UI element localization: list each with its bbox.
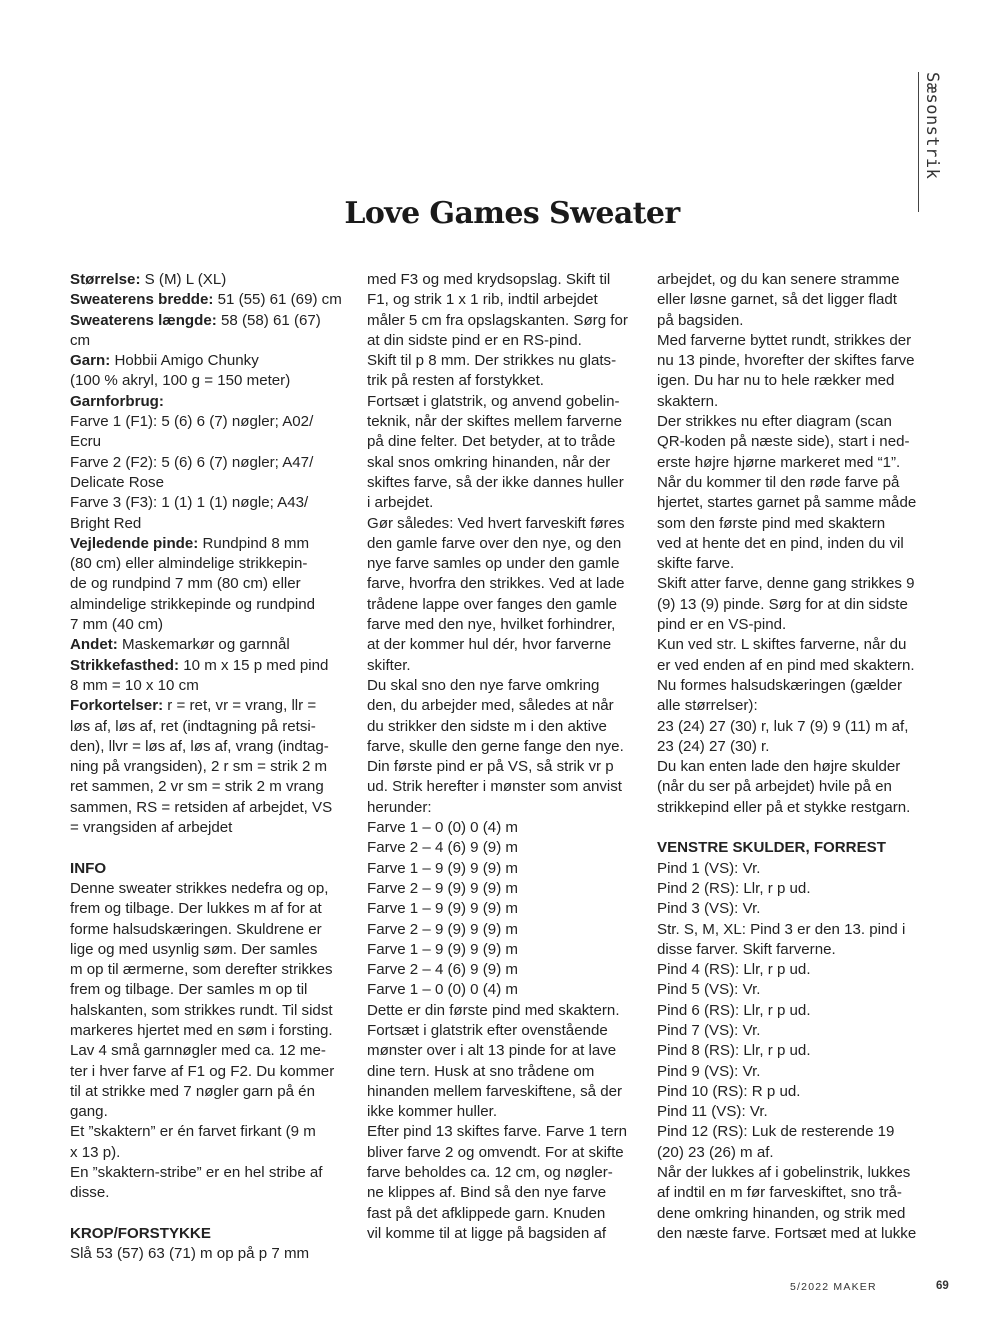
text-line: Pind 7 (VS): Vr. (657, 1021, 761, 1039)
text-line: den, du arbejder med, således at når (367, 697, 614, 715)
text-line: skifte farve. (657, 555, 735, 573)
text-line: er ved enden af en pind med skaktern. (657, 656, 915, 674)
needles-text: (80 cm) eller almindelige strikkepin- (70, 555, 308, 573)
text-line: Med farverne byttet rundt, strikkes der (657, 331, 912, 349)
usage-line (70, 392, 345, 412)
text-line: disse farver. Skift farverne. (657, 940, 836, 958)
text-line: bliver farve 2 og omvendt. For at skifte (367, 1143, 624, 1161)
left-shoulder-heading: VENSTRE SKULDER, FORREST (657, 839, 886, 857)
text-line: skal snos omkring hinanden, når der (367, 453, 611, 471)
text-line: hjertet, startes garnet på samme måde (657, 494, 917, 512)
text-line: Der strikkes nu efter diagram (scan (657, 413, 892, 431)
page-footer (790, 1281, 950, 1293)
text-line: (20) 23 (26) m af. (657, 1143, 774, 1161)
info-text: Denne sweater strikkes nedefra og op, (70, 879, 329, 897)
usage-item: Ecru (70, 433, 102, 451)
text-line: Du skal sno den nye farve omkring (367, 676, 600, 694)
text-line: den næste farve. Fortsæt med at lukke (657, 1224, 917, 1242)
krop-text: Slå 53 (57) 63 (71) m op på p 7 mm (70, 1245, 310, 1263)
krop-heading: KROP/FORSTYKKE (70, 1224, 211, 1242)
text-line: farve beholdes ca. 12 cm, og nøgler- (367, 1164, 613, 1182)
text-line: Farve 2 – 9 (9) 9 (9) m (367, 920, 518, 938)
text-line: Dette er din første pind med skaktern. (367, 1001, 620, 1019)
column-1 (70, 270, 345, 1265)
text-line: Pind 4 (RS): Llr, r p ud. (657, 961, 811, 979)
text-line: måler 5 cm fra opslagskanten. Sørg for (367, 311, 628, 329)
info-text: gang. (70, 1103, 108, 1121)
length-label: Sweaterens længde: (70, 311, 217, 329)
abbrev-label: Forkortelser: (70, 697, 164, 715)
info-text: frem og tilbage. Der lukkes m af for at (70, 900, 322, 918)
text-line: Du kan enten lade den højre skulder (657, 758, 901, 776)
text-line: strikkepind eller på et stykke restgarn. (657, 798, 911, 816)
size-value: S (M) L (XL) (140, 271, 227, 288)
column-3-text-b (657, 859, 927, 1245)
text-line: trik på resten af forstykket. (367, 372, 544, 390)
info-text: Et ”skaktern” er én farvet firkant (9 m (70, 1123, 316, 1141)
gauge-text: 8 mm = 10 x 10 cm (70, 676, 199, 694)
needles-text: de og rundpind 7 mm (80 cm) eller (70, 575, 301, 593)
abbrev-line (70, 696, 345, 716)
text-line: Skift atter farve, denne gang strikkes 9 (657, 575, 915, 593)
text-line: skaktern. (657, 392, 719, 410)
text-line: skifter. (367, 656, 411, 674)
abbrev-text: sammen, RS = retsiden af arbejdet, VS (70, 798, 333, 816)
info-text: disse. (70, 1184, 110, 1202)
text-line: ikke kommer huller. (367, 1103, 498, 1121)
text-line: ne klippes af. Bind så den nye farve (367, 1184, 607, 1202)
abbrev-text: ning på vrangsiden), 2 r sm = strik 2 m (70, 758, 328, 776)
needles-text: 7 mm (40 cm) (70, 616, 164, 634)
gauge-label: Strikkefasthed: (70, 656, 180, 674)
text-line: nu 13 pinde, hvorefter der skiftes farve (657, 352, 915, 370)
yarn-label: Garn: (70, 352, 111, 370)
text-line: pind er en VS-pind. (657, 616, 787, 634)
abbrev-value: r = ret, vr = vrang, llr = (163, 697, 317, 715)
width-line (70, 290, 345, 310)
text-line: i arbejdet. (367, 494, 434, 512)
text-line: Farve 1 – 9 (9) 9 (9) m (367, 859, 518, 877)
text-line: Pind 10 (RS): R p ud. (657, 1082, 801, 1100)
page-title: Love Games Sweater (344, 196, 680, 231)
section-tab (918, 72, 943, 212)
text-line: Str. S, M, XL: Pind 3 er den 13. pind i (657, 920, 906, 938)
text-line: erste højre hjørne markeret med “1”. (657, 453, 901, 471)
text-line: (når du ser på arbejdet) hvile på en (657, 778, 892, 796)
gauge-line (70, 656, 345, 676)
width-value: 51 (55) 61 (69) cm (213, 291, 342, 309)
text-line: QR-koden på næste side), start i ned- (657, 433, 910, 451)
usage-item: Farve 1 (F1): 5 (6) 6 (7) nøgler; A02/ (70, 413, 314, 431)
text-line: eller løsne garnet, så det ligger fladt (657, 291, 897, 309)
text-line: Efter pind 13 skiftes farve. Farve 1 tern (367, 1123, 628, 1141)
text-line: Gør således: Ved hvert farveskift føres (367, 514, 625, 532)
column-3-text-a (657, 270, 927, 818)
text-line: farve, hvorfra den strikkes. Ved at lade (367, 575, 625, 593)
abbrev-text: ret sammen, 2 vr sm = strik 2 m vrang (70, 778, 324, 796)
page-number: 69 (936, 1280, 949, 1292)
text-line: at din sidste pind er en RS-pind. (367, 331, 582, 349)
text-line: Kun ved str. L skiftes farverne, når du (657, 636, 907, 654)
text-line: Skift til p 8 mm. Der strikkes nu glats- (367, 352, 617, 370)
text-line: Din første pind er på VS, så strik vr p (367, 758, 614, 776)
text-line: at der kommer hul dér, hvor farverne (367, 636, 612, 654)
text-line: vil komme til at ligge på bagsiden af (367, 1224, 607, 1242)
column-3 (657, 270, 927, 1244)
abbrev-text: den), llvr = løs af, løs af, vrang (indtag- (70, 737, 329, 755)
info-text: m op til ærmerne, som derefter strikkes (70, 961, 333, 979)
text-line: Fortsæt i glatstrik, og anvend gobelin- (367, 392, 620, 410)
text-line: Pind 1 (VS): Vr. (657, 859, 761, 877)
text-line: herunder: (367, 798, 432, 816)
text-line: Farve 2 – 9 (9) 9 (9) m (367, 879, 518, 897)
info-text: markeres hjertet med en søm i forsting. (70, 1021, 333, 1039)
other-label: Andet: (70, 636, 118, 654)
text-line: ved at hente det en pind, inden du vil (657, 534, 904, 552)
abbrev-text: løs af, løs af, ret (indtagning på retsi- (70, 717, 316, 735)
text-line: 23 (24) 27 (30) r. (657, 737, 770, 755)
length-line (70, 311, 345, 352)
usage-label: Garnforbrug: (70, 392, 164, 410)
text-line: Farve 2 – 4 (6) 9 (9) m (367, 961, 518, 979)
width-label: Sweaterens bredde: (70, 291, 214, 309)
info-text: lige og med usynlig søm. Der samles (70, 940, 318, 958)
text-line: Fortsæt i glatstrik efter ovenstående (367, 1021, 608, 1039)
text-line: teknik, når der skiftes mellem farverne (367, 413, 623, 431)
info-text: til at strikke med 7 nøgler garn på én (70, 1082, 315, 1100)
text-line: af indtil en m før farveskiftet, sno trå- (657, 1184, 902, 1202)
size-line (70, 270, 345, 290)
text-line: med F3 og med krydsopslag. Skift til (367, 271, 611, 288)
text-line: Pind 12 (RS): Luk de resterende 19 (657, 1123, 895, 1141)
text-line: fast på det afklippede garn. Knuden (367, 1204, 606, 1222)
text-line: Farve 1 – 9 (9) 9 (9) m (367, 900, 518, 918)
info-text: Lav 4 små garnnøgler med ca. 12 me- (70, 1042, 326, 1060)
text-line: 23 (24) 27 (30) r, luk 7 (9) 9 (11) m af, (657, 717, 909, 735)
text-line: Når du kommer til den røde farve på (657, 473, 900, 491)
text-line: alle størrelser): (657, 697, 758, 715)
text-line: igen. Du har nu to hele rækker med (657, 372, 895, 390)
text-line: Pind 9 (VS): Vr. (657, 1062, 761, 1080)
usage-item: Farve 2 (F2): 5 (6) 6 (7) nøgler; A47/ (70, 453, 314, 471)
text-line: hinanden mellem farveskiftene, så der (367, 1082, 623, 1100)
text-line: Pind 8 (RS): Llr, r p ud. (657, 1042, 811, 1060)
section-tab-label: Sæsonstrik (922, 72, 942, 180)
usage-item: Farve 3 (F3): 1 (1) 1 (1) nøgle; A43/ (70, 494, 309, 512)
text-line: arbejdet, og du kan senere stramme (657, 271, 900, 288)
text-line: mønster over i alt 13 pinde for at lave (367, 1042, 617, 1060)
info-text: forme halsudskæringen. Skuldrene er (70, 920, 322, 938)
text-line: på bagsiden. (657, 311, 744, 329)
text-line: Farve 1 – 0 (0) 0 (4) m (367, 981, 518, 999)
info-text: ter i hver farve af F1 og F2. Du kommer (70, 1062, 335, 1080)
text-line: skiftes farve, så der ikke dannes huller (367, 473, 624, 491)
text-line: farve, skulle den gerne fange den nye. (367, 737, 624, 755)
usage-item: Bright Red (70, 514, 142, 532)
text-line: Farve 1 – 9 (9) 9 (9) m (367, 940, 518, 958)
text-line: Pind 6 (RS): Llr, r p ud. (657, 1001, 811, 1019)
text-line: som den første pind med skaktern (657, 514, 886, 532)
length-value: 58 (58) 61 (67) cm (70, 311, 321, 349)
text-line: du strikker den sidste m i den aktive (367, 717, 607, 735)
info-text: frem og tilbage. Der samles m op til (70, 981, 308, 999)
size-label: Størrelse: (70, 271, 141, 288)
info-heading: INFO (70, 859, 107, 877)
text-line: (9) 13 (9) pinde. Sørg for at din sidste (657, 595, 908, 613)
info-text: x 13 p). (70, 1143, 121, 1161)
yarn-line (70, 351, 345, 371)
text-line: dene omkring hinanden, og strik med (657, 1204, 906, 1222)
text-line: F1, og strik 1 x 1 rib, indtil arbejdet (367, 291, 598, 309)
text-line: ud. Strik herefter i mønster som anvist (367, 778, 622, 796)
text-line: Pind 5 (VS): Vr. (657, 981, 761, 999)
yarn-spec: (100 % akryl, 100 g = 150 meter) (70, 372, 291, 390)
needles-label: Vejledende pinde: (70, 534, 199, 552)
text-line: Farve 2 – 4 (6) 9 (9) m (367, 839, 518, 857)
gauge-value: 10 m x 15 p med pind (179, 656, 329, 674)
text-line: nye farve samles op under den gamle (367, 555, 620, 573)
text-line: Pind 2 (RS): Llr, r p ud. (657, 879, 811, 897)
text-line: Pind 11 (VS): Vr. (657, 1103, 768, 1121)
other-value: Maskemarkør og garnnål (117, 636, 290, 654)
needles-text: almindelige strikkepinde og rundpind (70, 595, 316, 613)
text-line: trådene lappe over fanges den gamle (367, 595, 618, 613)
text-line: Pind 3 (VS): Vr. (657, 900, 761, 918)
needles-value: Rundpind 8 mm (198, 534, 310, 552)
info-text: halskanten, som strikkes rundt. Til sidst (70, 1001, 333, 1019)
usage-item: Delicate Rose (70, 473, 164, 491)
needles-line (70, 534, 345, 554)
text-line: Farve 1 – 0 (0) 0 (4) m (367, 819, 518, 837)
text-line: Når der lukkes af i gobelinstrik, lukkes (657, 1164, 911, 1182)
other-line (70, 635, 345, 655)
text-line: dine tern. Husk at sno trådene om (367, 1062, 595, 1080)
info-text: En ”skaktern-stribe” er en hel stribe af (70, 1164, 323, 1182)
text-line: Nu formes halsudskæringen (gælder (657, 676, 902, 694)
abbrev-text: = vrangsiden af arbejdet (70, 819, 233, 837)
text-line: på dine felter. Det betyder, at to tråde (367, 433, 616, 451)
text-line: den gamle farve over den nye, og den (367, 534, 622, 552)
issue-label: 5/2022 MAKER (790, 1281, 877, 1293)
text-line: farve med den nye, hvilket forhindrer, (367, 616, 616, 634)
column-2 (367, 270, 642, 1244)
yarn-value: Hobbii Amigo Chunky (110, 352, 259, 370)
